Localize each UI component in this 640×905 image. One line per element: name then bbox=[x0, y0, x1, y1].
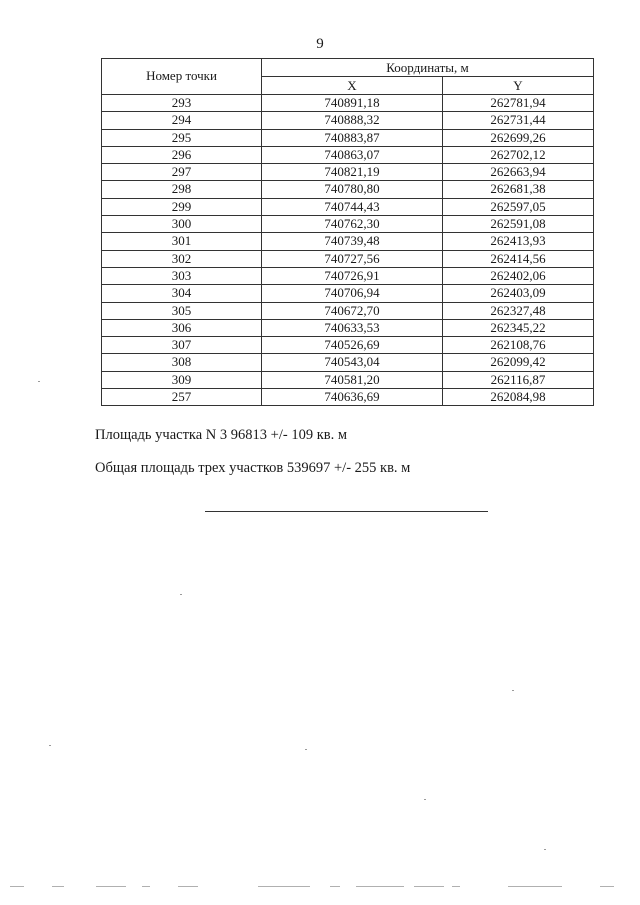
point-number-cell: 308 bbox=[102, 354, 262, 371]
x-coordinate-cell: 740883,87 bbox=[262, 129, 443, 146]
x-coordinate-cell: 740672,70 bbox=[262, 302, 443, 319]
y-coordinate-cell: 262663,94 bbox=[443, 164, 594, 181]
y-coordinate-cell: 262699,26 bbox=[443, 129, 594, 146]
scan-speck bbox=[424, 799, 426, 800]
table-row bbox=[102, 267, 594, 284]
y-coordinate-cell: 262681,38 bbox=[443, 181, 594, 198]
header-y: Y bbox=[443, 77, 594, 95]
x-coordinate-cell: 740581,20 bbox=[262, 371, 443, 388]
x-coordinate-cell: 740821,19 bbox=[262, 164, 443, 181]
total-area-text: Общая площадь трех участков 539697 +/- 255 кв. м bbox=[95, 460, 411, 476]
scan-speck bbox=[49, 745, 51, 746]
point-number-cell: 257 bbox=[102, 389, 262, 406]
x-coordinate-cell: 740726,91 bbox=[262, 267, 443, 284]
scan-speck bbox=[544, 849, 546, 850]
scan-speck bbox=[512, 690, 514, 691]
table-row bbox=[102, 129, 594, 146]
divider-line bbox=[205, 511, 488, 512]
x-coordinate-cell: 740863,07 bbox=[262, 146, 443, 163]
x-coordinate-cell: 740888,32 bbox=[262, 112, 443, 129]
table-row bbox=[102, 250, 594, 267]
header-x: X bbox=[262, 77, 443, 95]
table-row bbox=[102, 181, 594, 198]
x-coordinate-cell: 740636,69 bbox=[262, 389, 443, 406]
x-coordinate-cell: 740780,80 bbox=[262, 181, 443, 198]
x-coordinate-cell: 740762,30 bbox=[262, 216, 443, 233]
y-coordinate-cell: 262345,22 bbox=[443, 319, 594, 336]
scan-speck bbox=[305, 749, 307, 750]
y-coordinate-cell: 262781,94 bbox=[443, 95, 594, 112]
scan-speck bbox=[38, 381, 40, 382]
y-coordinate-cell: 262591,08 bbox=[443, 216, 594, 233]
point-number-cell: 295 bbox=[102, 129, 262, 146]
scan-speck bbox=[180, 594, 182, 595]
table-row bbox=[102, 389, 594, 406]
table-row bbox=[102, 146, 594, 163]
point-number-cell: 303 bbox=[102, 267, 262, 284]
y-coordinate-cell: 262403,09 bbox=[443, 285, 594, 302]
y-coordinate-cell: 262084,98 bbox=[443, 389, 594, 406]
table-header bbox=[102, 59, 594, 95]
table-row bbox=[102, 285, 594, 302]
point-number-cell: 302 bbox=[102, 250, 262, 267]
point-number-cell: 304 bbox=[102, 285, 262, 302]
point-number-cell: 301 bbox=[102, 233, 262, 250]
point-number-cell: 297 bbox=[102, 164, 262, 181]
table-row bbox=[102, 337, 594, 354]
scan-edge-noise bbox=[0, 886, 640, 888]
point-number-cell: 293 bbox=[102, 95, 262, 112]
table-row bbox=[102, 371, 594, 388]
point-number-cell: 298 bbox=[102, 181, 262, 198]
x-coordinate-cell: 740706,94 bbox=[262, 285, 443, 302]
table-row bbox=[102, 112, 594, 129]
y-coordinate-cell: 262702,12 bbox=[443, 146, 594, 163]
point-number-cell: 307 bbox=[102, 337, 262, 354]
point-number-cell: 306 bbox=[102, 319, 262, 336]
y-coordinate-cell: 262402,06 bbox=[443, 267, 594, 284]
y-coordinate-cell: 262116,87 bbox=[443, 371, 594, 388]
table-row bbox=[102, 95, 594, 112]
x-coordinate-cell: 740543,04 bbox=[262, 354, 443, 371]
y-coordinate-cell: 262108,76 bbox=[443, 337, 594, 354]
y-coordinate-cell: 262731,44 bbox=[443, 112, 594, 129]
table-body bbox=[102, 95, 594, 406]
table-row bbox=[102, 164, 594, 181]
x-coordinate-cell: 740633,53 bbox=[262, 319, 443, 336]
table-row bbox=[102, 198, 594, 215]
point-number-cell: 296 bbox=[102, 146, 262, 163]
table-row bbox=[102, 233, 594, 250]
x-coordinate-cell: 740744,43 bbox=[262, 198, 443, 215]
coordinates-table bbox=[101, 58, 594, 406]
header-coordinates: Координаты, м bbox=[262, 59, 594, 77]
y-coordinate-cell: 262327,48 bbox=[443, 302, 594, 319]
header-point-number: Номер точки bbox=[102, 59, 262, 95]
y-coordinate-cell: 262099,42 bbox=[443, 354, 594, 371]
x-coordinate-cell: 740891,18 bbox=[262, 95, 443, 112]
table-row bbox=[102, 216, 594, 233]
point-number-cell: 294 bbox=[102, 112, 262, 129]
point-number-cell: 300 bbox=[102, 216, 262, 233]
point-number-cell: 309 bbox=[102, 371, 262, 388]
table-row bbox=[102, 319, 594, 336]
area-plot-3-text: Площадь участка N 3 96813 +/- 109 кв. м bbox=[95, 427, 348, 443]
x-coordinate-cell: 740526,69 bbox=[262, 337, 443, 354]
table-row bbox=[102, 302, 594, 319]
y-coordinate-cell: 262414,56 bbox=[443, 250, 594, 267]
page-number: 9 bbox=[316, 36, 324, 52]
y-coordinate-cell: 262597,05 bbox=[443, 198, 594, 215]
y-coordinate-cell: 262413,93 bbox=[443, 233, 594, 250]
point-number-cell: 305 bbox=[102, 302, 262, 319]
x-coordinate-cell: 740739,48 bbox=[262, 233, 443, 250]
x-coordinate-cell: 740727,56 bbox=[262, 250, 443, 267]
table-row bbox=[102, 354, 594, 371]
point-number-cell: 299 bbox=[102, 198, 262, 215]
